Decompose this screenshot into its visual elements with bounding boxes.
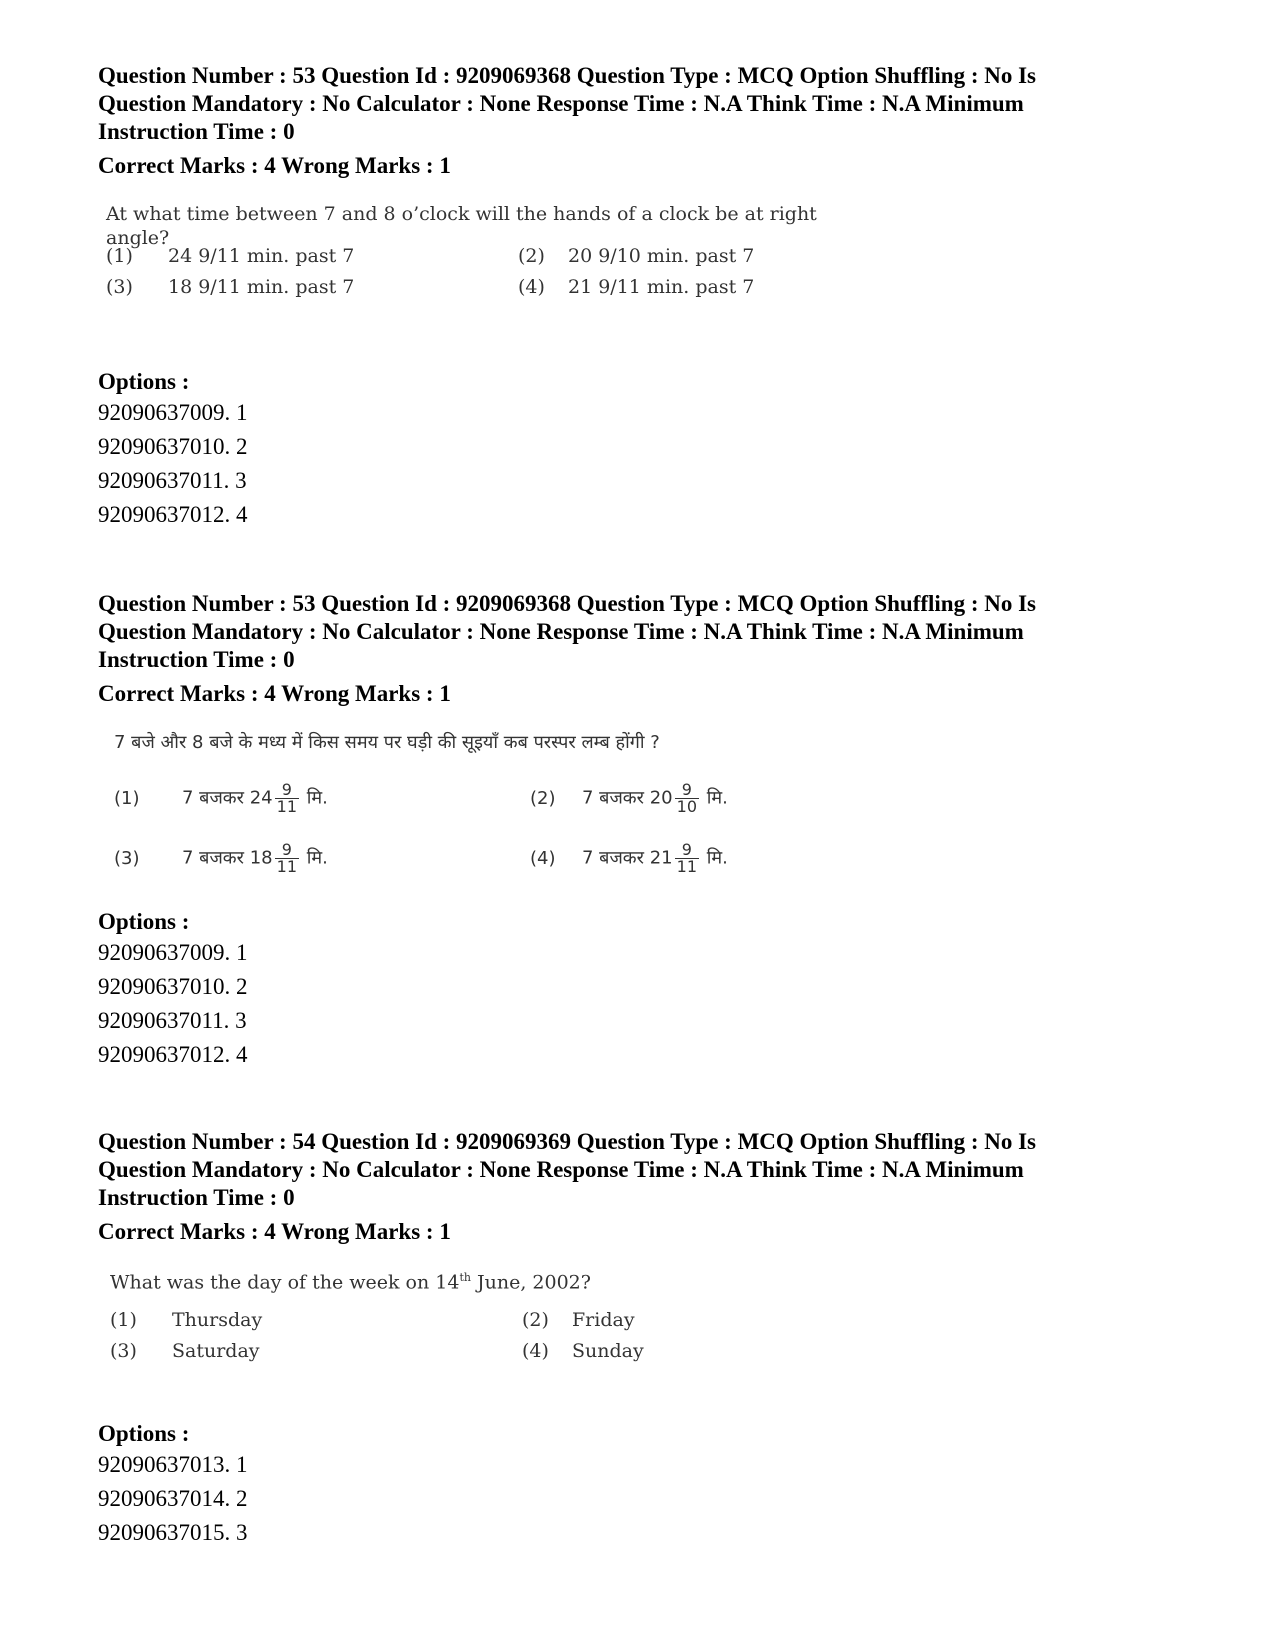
choice-item	[530, 782, 728, 815]
choice-text: Thursday	[172, 1309, 263, 1331]
question-image	[106, 202, 866, 312]
option-line: 92090637011. 3	[98, 468, 247, 493]
choice-whole-number: 24	[249, 787, 273, 809]
stem-text: June, 2002?	[470, 1271, 591, 1294]
fraction-numerator: 9	[675, 782, 699, 799]
choice-text: 24 9/11 min. past 7	[168, 245, 355, 267]
question-stem: At what time between 7 and 8 o’clock will the hands of a clock be at right angle?	[106, 203, 817, 249]
option-line: 92090637015. 3	[98, 1520, 248, 1545]
choice-text: Friday	[572, 1309, 635, 1331]
question-header-line: Question Mandatory : No Calculator : None Response Time : N.A Think Time : N.A Minimum	[98, 1157, 1024, 1182]
choice-item	[522, 1308, 635, 1332]
choice-suffix: मि.	[306, 787, 328, 809]
options-block	[98, 908, 1188, 1072]
choice-prefix: 7 बजकर	[182, 847, 244, 869]
choice-text: 21 9/11 min. past 7	[568, 276, 755, 298]
fraction	[275, 782, 299, 815]
choice-suffix: मि.	[706, 847, 728, 869]
options-label: Options :	[98, 1421, 190, 1446]
choice-whole-number: 18	[249, 847, 273, 869]
options-block	[98, 1420, 1188, 1550]
option-line: 92090637011. 3	[98, 1008, 247, 1033]
options-label: Options :	[98, 909, 190, 934]
fraction	[675, 782, 699, 815]
choice-text: 20 9/10 min. past 7	[568, 245, 755, 267]
question-header-line: Instruction Time : 0	[98, 119, 295, 144]
option-line: 92090637014. 2	[98, 1486, 248, 1511]
choice-text: Sunday	[572, 1340, 644, 1362]
marks-line: Correct Marks : 4 Wrong Marks : 1	[98, 1219, 451, 1244]
choice-suffix: मि.	[706, 787, 728, 809]
choice-item	[518, 244, 754, 268]
choice-item	[106, 275, 354, 299]
choice-whole-number: 21	[649, 847, 673, 869]
options-block	[98, 368, 1188, 532]
question-stem: 7 बजे और 8 बजे के मध्य में किस समय पर घड़ी की सूइयाँ कब परस्पर लम्ब होंगी ?	[114, 732, 660, 753]
question-header-line: Question Number : 53 Question Id : 9209069368 Question Type : MCQ Option Shuffling : No Is	[98, 591, 1037, 616]
question-image	[114, 730, 874, 895]
choice-prefix: 7 बजकर	[582, 847, 644, 869]
choice-item	[530, 842, 728, 875]
fraction-numerator: 9	[675, 842, 699, 859]
fraction	[275, 842, 299, 875]
choice-text: 18 9/11 min. past 7	[168, 276, 355, 298]
fraction-denominator: 10	[676, 797, 697, 816]
question-image	[110, 1266, 870, 1376]
stem-superscript: th	[459, 1271, 471, 1284]
choice-item	[518, 275, 754, 299]
marks-line: Correct Marks : 4 Wrong Marks : 1	[98, 681, 451, 706]
choice-text: Saturday	[172, 1340, 260, 1362]
choice-number: (2)	[530, 787, 556, 809]
marks-line: Correct Marks : 4 Wrong Marks : 1	[98, 153, 451, 178]
question-header-line: Question Mandatory : No Calculator : None Response Time : N.A Think Time : N.A Minimum	[98, 619, 1024, 644]
choice-item	[110, 1339, 260, 1363]
fraction-numerator: 9	[275, 842, 299, 859]
question-header-block	[98, 1128, 1188, 1246]
question-header-line: Question Number : 53 Question Id : 9209069368 Question Type : MCQ Option Shuffling : No Is	[98, 63, 1037, 88]
choice-item	[114, 842, 328, 875]
option-line: 92090637009. 1	[98, 940, 248, 965]
option-line: 92090637009. 1	[98, 400, 248, 425]
choice-number: (3)	[114, 847, 140, 869]
question-header-line: Instruction Time : 0	[98, 1185, 295, 1210]
question-header-block	[98, 590, 1188, 708]
choice-number: (1)	[114, 787, 140, 809]
choice-suffix: मि.	[306, 847, 328, 869]
option-line: 92090637010. 2	[98, 434, 248, 459]
choice-number: (4)	[522, 1340, 549, 1362]
choice-number: (2)	[518, 245, 545, 267]
choice-item	[522, 1339, 644, 1363]
choice-whole-number: 20	[649, 787, 673, 809]
question-header-line: Instruction Time : 0	[98, 647, 295, 672]
fraction-numerator: 9	[275, 782, 299, 799]
choice-number: (2)	[522, 1309, 549, 1331]
fraction-denominator: 11	[676, 857, 697, 876]
choice-number: (4)	[518, 276, 545, 298]
option-line: 92090637013. 1	[98, 1452, 248, 1477]
fraction-denominator: 11	[276, 797, 297, 816]
choice-number: (3)	[110, 1340, 137, 1362]
options-label: Options :	[98, 369, 190, 394]
option-line: 92090637010. 2	[98, 974, 248, 999]
choice-item	[114, 782, 328, 815]
choice-number: (3)	[106, 276, 133, 298]
choice-prefix: 7 बजकर	[582, 787, 644, 809]
question-header-block	[98, 62, 1188, 180]
choice-item	[106, 244, 354, 268]
choice-number: (1)	[110, 1309, 137, 1331]
fraction-denominator: 11	[276, 857, 297, 876]
option-line: 92090637012. 4	[98, 1042, 248, 1067]
option-line: 92090637012. 4	[98, 502, 248, 527]
question-header-line: Question Mandatory : No Calculator : None Response Time : N.A Think Time : N.A Minimum	[98, 91, 1024, 116]
question-header-line: Question Number : 54 Question Id : 9209069369 Question Type : MCQ Option Shuffling : No Is	[98, 1129, 1037, 1154]
choice-prefix: 7 बजकर	[182, 787, 244, 809]
choice-item	[110, 1308, 262, 1332]
stem-text: What was the day of the week on 14	[110, 1271, 460, 1294]
question-stem	[110, 1266, 870, 1294]
fraction	[675, 842, 699, 875]
choice-number: (1)	[106, 245, 133, 267]
choice-number: (4)	[530, 847, 556, 869]
